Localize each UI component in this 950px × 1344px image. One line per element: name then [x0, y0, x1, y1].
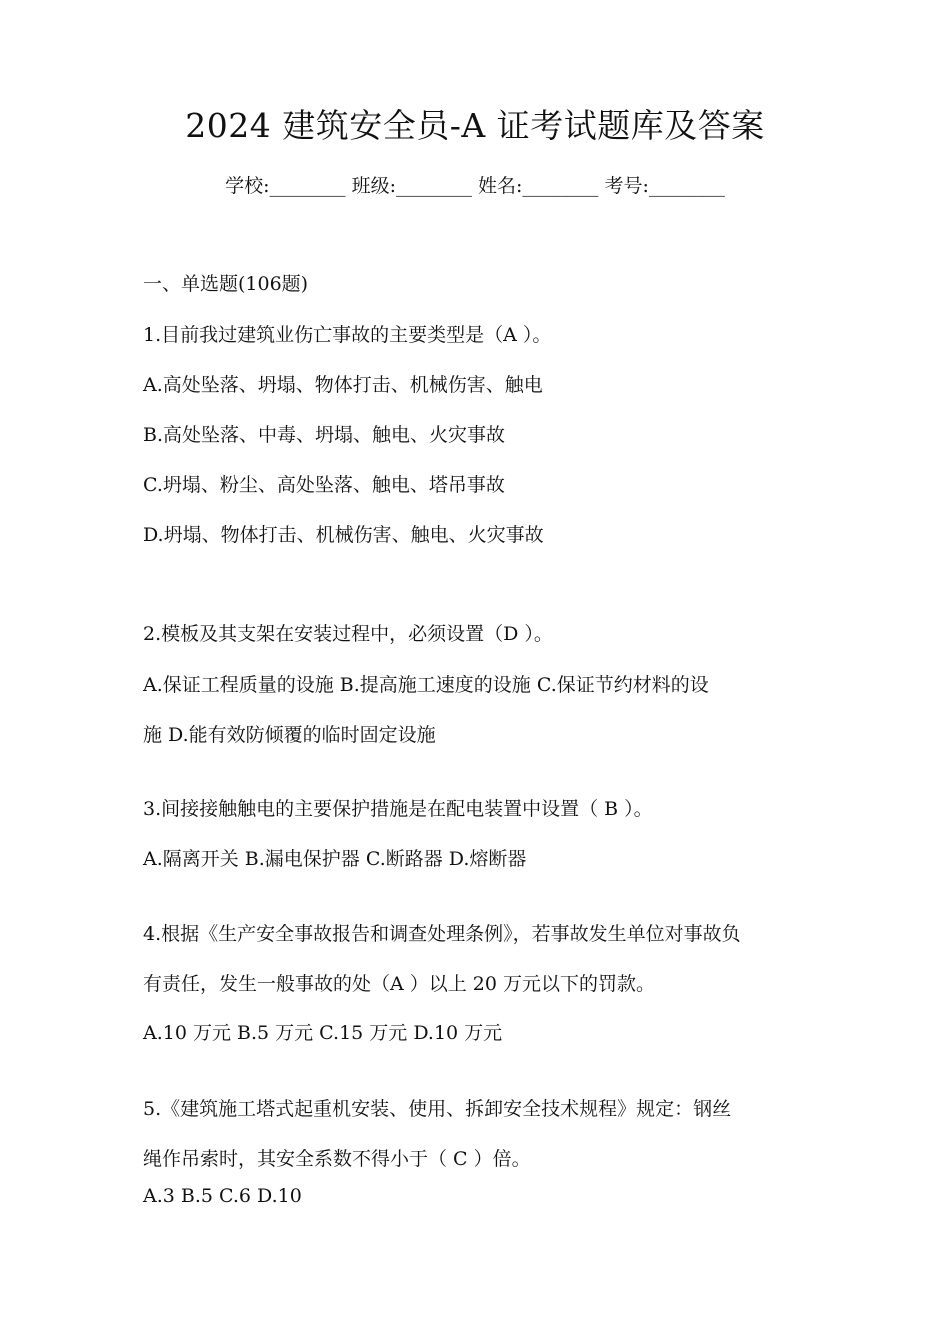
question-3-stem: 3.间接接触触电的主要保护措施是在配电装置中设置（ B ）。 [143, 798, 653, 820]
question-2-options-line-1: A.保证工程质量的设施 B.提高施工速度的设施 C.保证节约材料的设 [143, 674, 709, 696]
section-heading: 一、单选题(106题) [143, 273, 309, 295]
question-5-options: A.3 B.5 C.6 D.10 [143, 1185, 302, 1207]
question-1-option-c: C.坍塌、粉尘、高处坠落、触电、塔吊事故 [143, 474, 505, 496]
question-1-option-d: D.坍塌、物体打击、机械伤害、触电、火灾事故 [143, 524, 544, 546]
question-4-stem-line-1: 4.根据《生产安全事故报告和调查处理条例》，若事故发生单位对事故负 [143, 923, 741, 945]
student-info-line: 学校:________ 班级:________ 姓名:________ 考号:________ [225, 175, 725, 197]
question-3-options: A.隔离开关 B.漏电保护器 C.断路器 D.熔断器 [143, 848, 527, 870]
question-1-option-b: B.高处坠落、中毒、坍塌、触电、火灾事故 [143, 424, 506, 446]
question-2-options-line-2: 施 D.能有效防倾覆的临时固定设施 [143, 724, 436, 746]
question-4-stem-line-2: 有责任，发生一般事故的处（A ）以上 20 万元以下的罚款。 [143, 973, 656, 995]
question-2-stem: 2.模板及其支架在安装过程中，必须设置（D ）。 [143, 623, 553, 645]
question-5-stem-line-1: 5.《建筑施工塔式起重机安装、使用、拆卸安全技术规程》规定：钢丝 [143, 1098, 732, 1120]
question-1-stem: 1.目前我过建筑业伤亡事故的主要类型是（A ）。 [143, 324, 552, 346]
page-title: 2024 建筑安全员-A 证考试题库及答案 [185, 106, 765, 145]
question-4-options: A.10 万元 B.5 万元 C.15 万元 D.10 万元 [143, 1022, 503, 1044]
question-1-option-a: A.高处坠落、坍塌、物体打击、机械伤害、触电 [143, 374, 543, 396]
question-5-stem-line-2: 绳作吊索时，其安全系数不得小于（ C ）倍。 [143, 1148, 531, 1170]
